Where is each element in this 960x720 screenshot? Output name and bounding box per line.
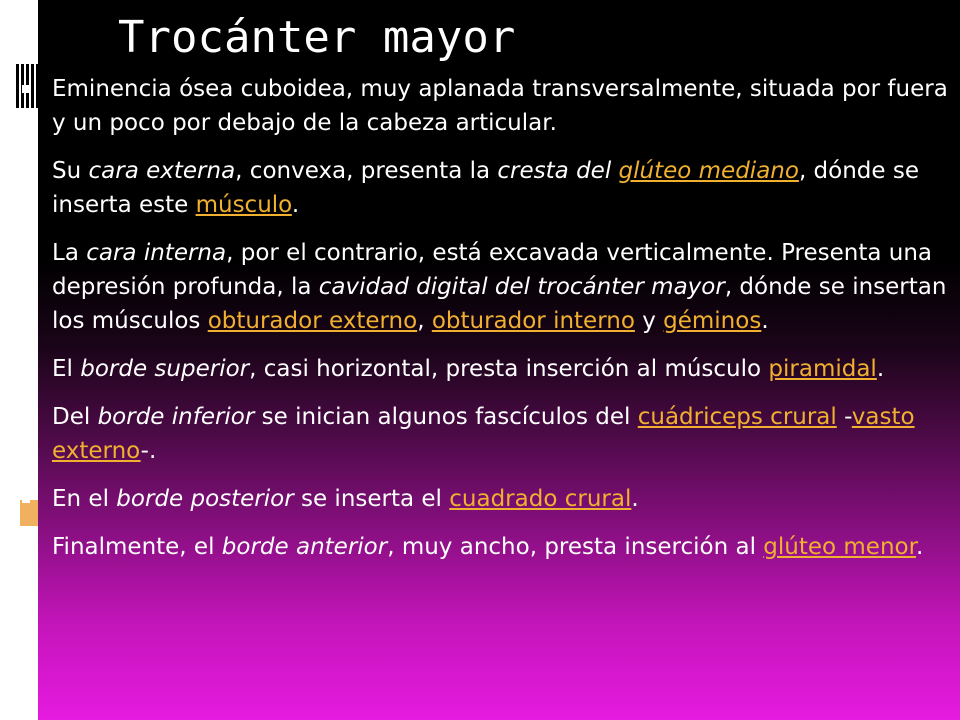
bullet-text: se inician algunos fascículos del <box>254 404 638 430</box>
italic-term: cara interna <box>86 240 227 266</box>
bullet-text: , convexa, presenta la <box>235 158 498 184</box>
left-decorative-strip <box>0 0 38 720</box>
italic-term: borde posterior <box>116 486 294 512</box>
bullet-item <box>52 400 952 468</box>
slide-title: Trocánter mayor <box>118 12 516 63</box>
bullet-text: , dónde se inserta este <box>52 158 920 218</box>
bullet-text: Del <box>52 404 98 430</box>
bullet-text: , dónde se insertan los músculos <box>52 274 947 334</box>
slide-content <box>52 72 952 578</box>
bullet-text: -. <box>140 438 157 464</box>
term-link[interactable]: músculo <box>195 192 292 218</box>
italic-term: borde anterior <box>221 534 388 560</box>
term-link[interactable]: cuádriceps crural <box>637 404 837 430</box>
bullet-square-icon <box>22 365 30 373</box>
bullet-text: En el <box>52 486 117 512</box>
term-link[interactable]: piramidal <box>768 356 877 382</box>
bullet-text: . <box>631 486 639 512</box>
italic-term: cavidad digital del trocánter mayor <box>318 274 725 300</box>
bullet-text: La <box>52 240 87 266</box>
bullet-text: , muy ancho, presta inserción al <box>387 534 764 560</box>
bullet-item <box>52 482 952 516</box>
bullet-text: se inserta el <box>293 486 450 512</box>
bullet-square-icon <box>22 249 30 257</box>
italic-term: borde superior <box>80 356 250 382</box>
bullet-text: . <box>915 534 924 560</box>
term-link[interactable]: vasto externo <box>52 404 915 464</box>
bullet-text: Eminencia ósea cuboidea, muy aplanada transversalmente, situada por fuera y un poco por debajo de la cabeza articular. <box>52 76 948 136</box>
bullet-text: , casi horizontal, presta inserción al músculo <box>249 356 769 382</box>
term-link[interactable]: obturador externo <box>207 308 418 334</box>
bullet-text <box>611 158 618 184</box>
term-link[interactable]: glúteo mediano <box>618 158 799 184</box>
term-link[interactable]: glúteo menor <box>763 534 916 560</box>
bullet-square-icon <box>22 543 30 551</box>
orange-accent-mark <box>20 500 38 526</box>
bullet-list <box>52 72 952 564</box>
bullet-text: Su <box>52 158 89 184</box>
bullet-item <box>52 72 952 140</box>
italic-term: borde inferior <box>97 404 255 430</box>
bullet-square-icon <box>22 413 30 421</box>
bullet-item <box>52 530 952 564</box>
italic-term: cara externa <box>88 158 236 184</box>
bullet-text: . <box>876 356 885 382</box>
bullet-text: y <box>634 308 664 334</box>
term-link[interactable]: géminos <box>663 308 762 334</box>
bullet-text: Finalmente, el <box>52 534 222 560</box>
bullet-square-icon <box>22 85 30 93</box>
bullet-square-icon <box>22 495 30 503</box>
bullet-text: . <box>291 192 300 218</box>
term-link[interactable]: cuadrado crural <box>449 486 632 512</box>
bullet-text: - <box>836 404 852 430</box>
bullet-square-icon <box>22 167 30 175</box>
bullet-text: . <box>761 308 769 334</box>
bullet-text: , por el contrario, está excavada verticalmente. Presenta una depresión profunda, la <box>52 240 933 300</box>
bullet-item <box>52 352 952 386</box>
term-link[interactable]: obturador interno <box>431 308 635 334</box>
italic-term: cresta del <box>497 158 612 184</box>
bullet-item <box>52 236 952 338</box>
bullet-item <box>52 154 952 222</box>
bullet-text: El <box>52 356 81 382</box>
bullet-text: , <box>417 308 432 334</box>
